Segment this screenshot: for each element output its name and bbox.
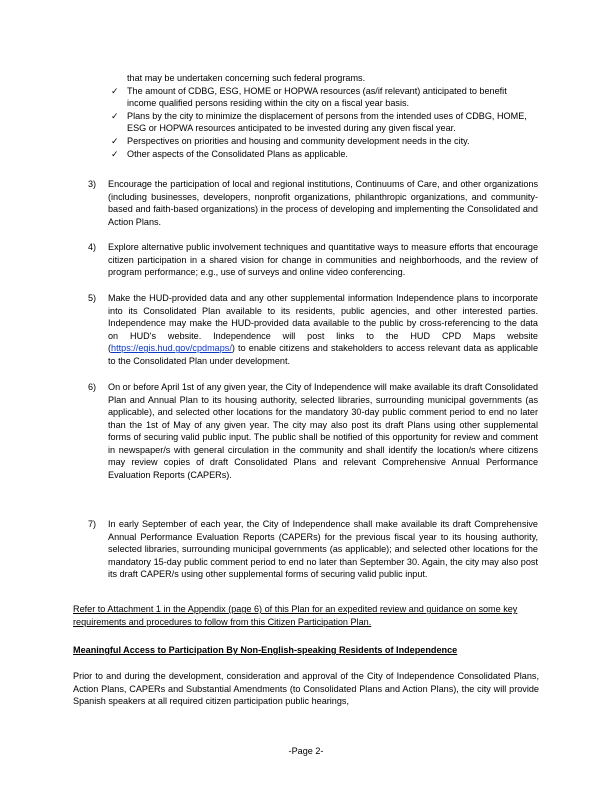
page-number: -Page 2- [288,746,324,756]
numbered-item-4 [88,241,538,279]
item-text: On or before April 1st of any given year, the City of Independence will make available its draft Consolidated Plan and Annual Plan to its housing authority, selected libraries, surrounding municipal governments (as applicable), and selected other locations for the mandatory 30-day public comment period to end no later than the 1st of May of any given year. The city may also post its draft Plans using other supplemental forms of securing valid public input. The public shall be notified of this opportunity for review and comment in newspaper/s with general circulation in the community and shall identify the location/s where citizens may review copies of draft Consolidated Plans and relevant Comprehensive Annual Performance Evaluation Reports (CAPERs). [108,382,538,480]
section-paragraph: Prior to and during the development, consideration and approval of the City of Independence Consolidated Plans, Action Plans, CAPERs and Substantial Amendments (to Consolidated Plans and Action Plans), the city will provide Spanish speakers at all required citizen participation public hearings, [73,671,539,707]
item-number: 5) [88,293,97,303]
attachment-reference-note: Refer to Attachment 1 in the Appendix (page 6) of this Plan for an expedited review and guidance on some key requirements and procedures to follow from this Citizen Participation Plan. [73,604,518,627]
numbered-item-6 [88,381,538,481]
checkmark-icon: ✓ [111,85,119,96]
item-number: 7) [88,519,97,529]
checklist-item: ✓ Perspectives on priorities and housing and community development needs in the city. [111,135,470,146]
item-text: Encourage the participation of local and regional institutions, Continuums of Care, and other organizations (including businesses, developers, nonprofit organizations, philanthropic organizations, and community-based and faith-based organizations) in the process of developing and implementing the Consolidated and Action Plans. [108,179,538,227]
checkmark-icon: ✓ [111,148,119,159]
checklist-item: ✓ The amount of CDBG, ESG, HOME or HOPWA resources (as/if relevant) anticipated to benefit income qualified persons residing within the city on a fiscal year basis. [111,85,507,109]
checklist [110,72,530,160]
item-text: Explore alternative public involvement techniques and quantitative ways to measure efforts that encourage citizen participation in a shared vision for change in communities and neighborhoods, and the review of program performance; e.g., use of surveys and online video conferencing. [108,242,538,278]
item-text: In early September of each year, the City of Independence shall make available its draft Comprehensive Annual Performance Evaluation Reports (CAPERs) for the previous fiscal year to its housing authority, selected libraries, surrounding municipal governments (as applicable); and selected other locations for the mandatory 15-day public comment period to end no later than September 30. Again, the city may also post its draft CAPER/s using other supplemental forms of securing valid public input. [108,519,538,580]
checklist-item: ✓ Plans by the city to minimize the displacement of persons from the intended uses of CDBG, HOME, ESG or HOPWA resources anticipated to be invested during any given fiscal year. [111,110,527,134]
checkmark-icon: ✓ [111,135,119,146]
checkmark-icon: ✓ [111,110,119,121]
item-number: 4) [88,242,97,252]
numbered-item-5 [88,292,538,367]
item-number: 6) [88,382,97,392]
numbered-item-7 [88,518,538,581]
item-text: Make the HUD-provided data and any other supplemental information Independence plans to incorporate into its Consolidated Plan available to its residents, public agencies, and other interested parties. Independence may make the HUD-provided data available to the public by cross-referencing to the data on HUD's website. Independence will post links to the HUD CPD Maps website (https://egis.hud.gov/cpdmaps/) to enable citizens and stakeholders to access relevant data as applicable to the Consolidated Plan under development. [108,293,538,366]
item-number: 3) [88,179,97,189]
checklist-item: ✓ Other aspects of the Consolidated Plans as applicable. [111,148,348,159]
section-heading: Meaningful Access to Participation By Non-English-speaking Residents of Independence [73,645,458,655]
checklist-continuation: that may be undertaken concerning such federal programs. [127,73,366,83]
numbered-item-3 [88,178,538,228]
cpd-maps-link[interactable]: https://egis.hud.gov/cpdmaps/ [111,343,232,354]
